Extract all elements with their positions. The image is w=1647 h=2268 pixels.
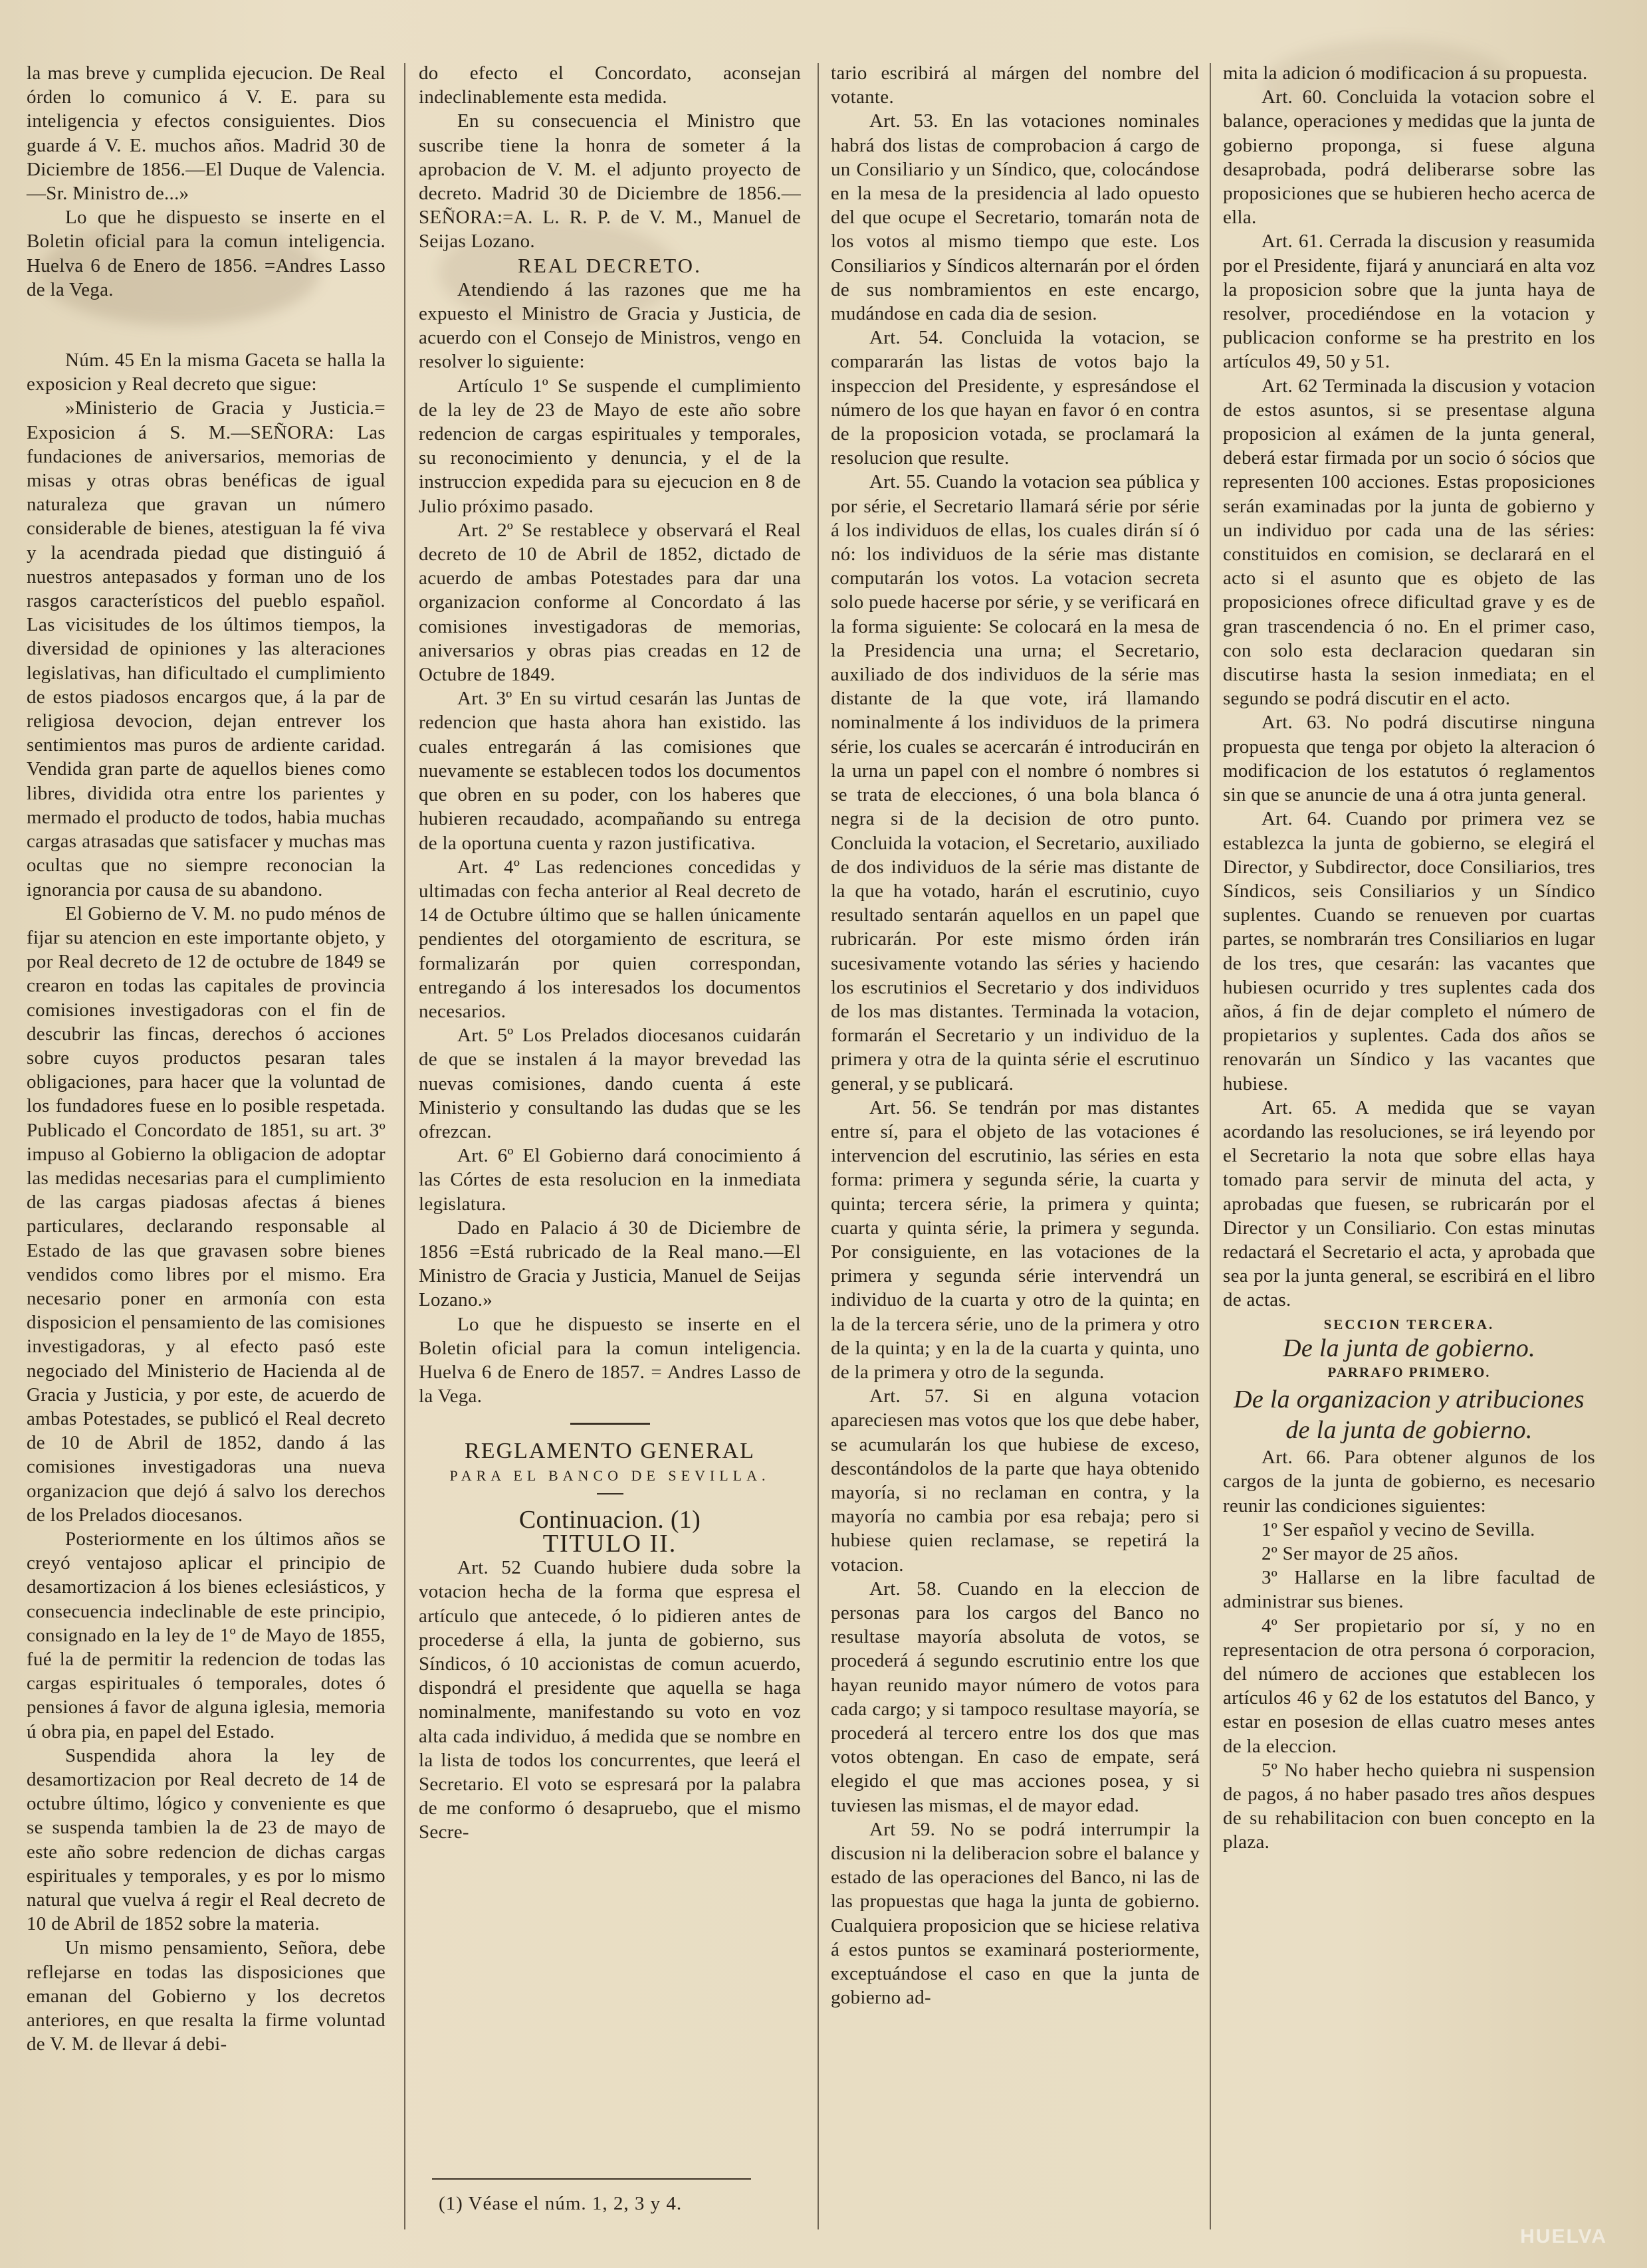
continuation-heading: Continuacion. (1) — [518, 1505, 701, 1534]
section-subheading: De la junta de gobierno. — [1283, 1334, 1535, 1362]
paragraph: Lo que he dispuesto se inserte en el Boletin oficial para la comun inteligencia. Huelva 6 de Enero de 1857. = Andres Lasso de la Vega. — [419, 1313, 801, 1407]
paragraph: Art 59. No se podrá interrumpir la discusion ni la deliberacion sobre el balance y estado de las operaciones del Banco, ni las de las propuestas que haga la junta de gobierno. Cualquiera proposicion que se hiciese relativa á estos puntos se examinará posteriormente, exceptuándose el caso en que la junta de gobierno ad- — [831, 1818, 1200, 2009]
paragraph: Art. 64. Cuando por primera vez se establezca la junta de gobierno, se elegirá el Director, y Subdirector, doce Consiliarios, tres Síndicos, seis Consiliarios y un Síndico suplentes. Cuando se renueven por cuartas partes, se nombrarán tres Consiliarios en lugar de los tres, que cesarán: las vacantes que hubiesen ocurrido y tres suplentes cada dos años, á fin de dejar completo el número de propietarios y suplentes. Cada dos años se renovarán un Síndico y las vacantes que hubiese. — [1223, 808, 1595, 1094]
archive-watermark: HUELVA — [1520, 2225, 1607, 2247]
paragraph: »Ministerio de Gracia y Justicia.= Exposicion á S. M.—SEÑORA: Las fundaciones de aniversarios, memorias de misas y otras obras benéficas de igual naturaleza que gravan un número considerable de bienes, atestiguan la fé viva y la acendrada piedad que distinguió á nuestros antepasados y forman uno de los rasgos característicos del pueblo español. Las vicisitudes de los últimos tiempos, la diversidad de opiniones y las alteraciones legislativas, han dificultado el cumplimiento de estos piadosos encargos que, á la par de religiosa devocion, dejan entrever los sentimientos mas puros de ardiente caridad. Vendida gran parte de aquellos bienes como libres, dividida otra entre los parientes y mermado el producto de todos, habia muchas cargas atrasadas que satisfacer y muchas mas ocultas que no siempre reconocian la ignorancia por causa de su abandono. — [27, 397, 385, 900]
paragraph: Posteriormente en los últimos años se creyó ventajoso aplicar el principio de desamortizacion á los bienes eclesiásticos, y consecuencia indeclinable de este principio, consignado en la ley de 1º de Mayo de 1855, fué la de permitir la redencion de todas las cargas espirituales ó temporales, dotes ó pensiones á favor de alguna iglesia, memoria ú obra pia, en papel del Estado. — [27, 1528, 385, 1742]
section-heading: REAL DECRETO. — [518, 253, 702, 277]
paragraph: 2º Ser mayor de 25 años. — [1262, 1542, 1459, 1564]
paragraph: Dado en Palacio á 30 de Diciembre de 1856 =Está rubricado de la Real mano.—El Ministro de Gracia y Justicia, Manuel de Seijas Lozano.» — [419, 1217, 801, 1311]
text-column-3 — [831, 61, 1200, 2010]
text-column-4 — [1223, 61, 1595, 1855]
column-divider — [1210, 63, 1211, 2229]
paragraph: Art. 3º En su virtud cesarán las Juntas de redencion que hasta ahora han existido. las cuales entregarán á las comisiones que nuevamente se establecen todos los documentos que obren en su poder, con los haberes que hubieren recaudado, acompañando su entrega de la oportuna cuenta y razon justificativa. — [419, 688, 801, 854]
paragraph: Art. 62 Terminada la discusion y votacion de estos asuntos, si se presentase alguna proposicion al exámen de la junta general, deberá estar firmada por un socio ó sócios que representen 100 acciones. Estas proposiciones serán examinadas por la junta de gobierno y un individuo por cada una de las séries: constituidos en comision, se declarará en el acto si el asunto que es objeto de las proposiciones ofrece dificultad grave y es de gran trascendencia ó no. En el primer caso, con solo esta declaracion quedaran sin discutirse hasta la sesion inmediata; en el segundo se podrá discutir en el acto. — [1223, 375, 1595, 710]
text-column-2 — [419, 61, 801, 1845]
paragraph: mita la adicion ó modificacion á su propuesta. — [1223, 62, 1588, 84]
paragraph: 1º Ser español y vecino de Sevilla. — [1262, 1518, 1535, 1540]
section-heading: SECCION TERCERA. — [1323, 1316, 1495, 1332]
text-column-1 — [27, 61, 385, 2056]
paragraph: Art. 6º El Gobierno dará conocimiento á las Córtes de esta resolucion en la inmediata legislatura. — [419, 1145, 801, 1215]
paragraph: El Gobierno de V. M. no pudo ménos de fijar su atencion en este importante objeto, y por Real decreto de 12 de octubre de 1849 se crearon en todas las capitales de provincia comisiones investigadoras con el fin de descubrir las fincas, derechos ó acciones sobre cuyos productos pesaran tales obligaciones, para hacer que la voluntad de los fundadores fuese en lo posible respetada. Publicado el Concordato de 1851, su art. 3º impuso al Gobierno la obligacion de adoptar las medidas necesarias para el cumplimiento de las cargas piadosas afectas á bienes particulares, declarando responsable al Estado de las que gravasen sobre bienes vendidos como libres por el mismo. Era necesario poner en armonía con esta disposicion el pensamiento de las comisiones investigadoras, y al efecto pasó este negociado del Ministerio de Hacienda al de Gracia y Justicia, y por este, de acuerdo de ambas Potestades, se publicó el Real decreto de 10 de Abril de 1852, dando á las comisiones investigadoras una nueva organizacion que dejó á salvo los derechos de los Prelados diocesanos. — [27, 902, 385, 1526]
paragraph: Art. 53. En las votaciones nominales habrá dos listas de comprobacion á cargo de un Consiliario y un Síndico, que, colocándose en la mesa de la presidencia al lado opuesto del que ocupe el Secretario, tomarán nota de los votos al mismo tiempo que este. Los Consiliarios y Síndicos alternarán por el órden de sus nombramientos en este encargo, mudándose en cada dia de sesion. — [831, 110, 1200, 325]
paragraph: 4º Ser propietario por sí, y no en representacion de otra persona ó corporacion, del número de acciones que establecen los artículos 46 y 62 de los estatutos del Banco, y estar en posesion de ellas cuatro meses antes de la eleccion. — [1223, 1615, 1595, 1757]
paragraph: Art. 57. Si en alguna votacion apareciesen mas votos que los que debe haber, se acumularán los que hubiese de exceso, descontándolos de la parte que haya obtenido mayoría, si no reclaman en contra, y la mayoría no cambia por esa rebaja; pero si hubiese quien reclamase, se repetirá la votacion. — [831, 1386, 1200, 1576]
paragraph: do efecto el Concordato, aconsejan indeclinablemente esta medida. — [419, 62, 801, 108]
section-subheading: PARA EL BANCO DE SEVILLA. — [449, 1467, 770, 1484]
paragraph: Art. 4º Las redenciones concedidas y ultimadas con fecha anterior al Real decreto de 14 de Octubre último que se hallen únicamente pendientes del otorgamiento de escritura, se formalizarán por quien correspondan, entregando á los interesados los documentos necesarios. — [419, 856, 801, 1022]
paragraph: Art. 65. A medida que se vayan acordando las resoluciones, se irá leyendo por el Secretario la nota que sobre ellas haya tomado para servir de minuta del acta, y aprobadas que fuesen, se rubricarán por el Director y un Consiliario. Con estas minutas redactará el Secretario el acta, y aprobada que sea por la junta general, se escribirá en el libro de actas. — [1223, 1096, 1595, 1311]
paragraph: Atendiendo á las razones que me ha expuesto el Ministro de Gracia y Justicia, de acuerdo con el Consejo de Ministros, vengo en resolver lo siguiente: — [419, 278, 801, 373]
paragraph-heading: PARRAFO PRIMERO. — [1327, 1364, 1491, 1380]
paragraph: Art. 2º Se restablece y observará el Real decreto de 10 de Abril de 1852, dictado de acuerdo de ambas Potestades para dar una organizacion conforme al Concordato á las comisiones investigadoras de memorias, aniversarios y obras pias creadas en 12 de Octubre de 1849. — [419, 519, 801, 686]
paragraph: tario escribirá al márgen del nombre del votante. — [831, 62, 1200, 108]
paragraph: Art. 54. Concluida la votacion, se compararán las listas de votos bajo la inspeccion del Presidente, y espresándose el número de los que hayan en favor ó en contra de la proposicion votada, se proclamará la resolucion que resulte. — [831, 327, 1200, 469]
paragraph: Art. 61. Cerrada la discusion y reasumida por el Presidente, fijará y anunciará en alta voz la proposicion sobre que la junta haya de resolver, procediéndose en la votacion y publicacion conforme se ha prestrito en los artículos 49, 50 y 51. — [1223, 231, 1595, 373]
paragraph: Artículo 1º Se suspende el cumplimiento de la ley de 23 de Mayo de este año sobre redencion de cargas espirituales y temporales, su reconocimiento y denuncia, y el de la instruccion expedida para su ejecucion en 8 de Julio próximo pasado. — [419, 375, 801, 517]
paragraph: Un mismo pensamiento, Señora, debe reflejarse en todas las disposiciones que emanan del Gobierno y los decretos anteriores, en que resalta la firme voluntad de V. M. de llevar á debi- — [27, 1937, 385, 2055]
paragraph: 3º Hallarse en la libre facultad de administrar sus bienes. — [1223, 1567, 1595, 1613]
paragraph: Art. 66. Para obtener algunos de los cargos de la junta de gobierno, es necesario reunir las condiciones siguientes: — [1223, 1447, 1595, 1516]
paragraph: la mas breve y cumplida ejecucion. De Real órden lo comunico á V. E. para su inteligencia y efectos consiguientes. Dios guarde á V. E. muchos años. Madrid 30 de Diciembre de 1856.—El Duque de Valencia.—Sr. Ministro de...» — [27, 62, 385, 205]
paragraph: Art. 52 Cuando hubiere duda sobre la votacion hecha de la forma que espresa el artículo que antecede, ó lo pidieren antes de procederse á ella, la junta de gobierno, sus Síndicos, ó 10 accionistas de comun acuerdo, dispondrá el presidente que aquella se haga nominalmente, manifestando su voto en voz alta cada individuo, á medida que se nombre en la lista de todos los concurrentes, que leerá el Secretario. El voto se espresará por la palabra de me conformo ó desapruebo, que el mismo Secre- — [419, 1557, 801, 1843]
paragraph: En su consecuencia el Ministro que suscribe tiene la honra de someter á la aprobacion de V. M. el adjunto proyecto de decreto. Madrid 30 de Diciembre de 1856.—SEÑORA:=A. L. R. P. de V. M., Manuel de Seijas Lozano. — [419, 110, 801, 253]
paragraph: Art. 60. Concluida la votacion sobre el balance, operaciones y medidas que la junta de gobierno proponga, si fuese alguna desaprobada, podrá deliberarse sobre las proposiciones que se hubieren hecho acerca de ella. — [1223, 86, 1595, 229]
separator-rule — [597, 1493, 623, 1495]
separator-rule — [570, 1423, 650, 1425]
paragraph: Suspendida ahora la ley de desamortizacion por Real decreto de 14 de octubre último, lógico y conveniente es que se suspenda tambien la de 23 de mayo de este año sobre redencion de dichas cargas espirituales y temporales, y es por lo mismo natural que vuelva á regir el Real decreto de 10 de Abril de 1852 sobre la materia. — [27, 1744, 385, 1935]
footnote: (1) Véase el núm. 1, 2, 3 y 4. — [439, 2193, 683, 2214]
section-heading: REGLAMENTO GENERAL — [465, 1439, 755, 1464]
title-heading: TITULO II. — [542, 1529, 677, 1558]
column-divider — [404, 63, 405, 2229]
paragraph: Art. 5º Los Prelados diocesanos cuidarán de que se instalen á la mayor brevedad las nuevas comisiones, dando cuenta á este Ministerio y consultando las dudas que se les ofrezcan. — [419, 1025, 801, 1142]
paragraph: Núm. 45 En la misma Gaceta se halla la exposicion y Real decreto que sigue: — [27, 350, 385, 395]
paragraph: Lo que he dispuesto se inserte en el Boletin oficial para la comun inteligencia. Huelva 6 de Enero de 1856. =Andres Lasso de la Vega. — [27, 207, 385, 300]
paragraph: Art. 58. Cuando en la eleccion de personas para los cargos del Banco no resultase mayoría absoluta de votos, se procederá á segundo escrutinio entre los que hayan reunido mayor número de votos para cada cargo; y si tampoco resultase mayoría, se procederá al tercero entre los dos que mas votos obtengan. En caso de empate, será elegido el que mas acciones posea, y si tuviesen las mismas, el de mayor edad. — [831, 1578, 1200, 1816]
column-divider — [818, 63, 819, 2229]
paragraph: Art. 63. No podrá discutirse ninguna propuesta que tenga por objeto la alteracion ó modificacion de los estatutos ó reglamentos sin que se anuncie de una á otra junta general. — [1223, 712, 1595, 806]
section-subheading: De la organizacion y atribuciones de la junta de gobierno. — [1234, 1386, 1585, 1445]
paragraph: 5º No haber hecho quiebra ni suspension de pagos, á no haber pasado tres años despues de su rehabilitacion con buen concepto en la plaza. — [1223, 1759, 1595, 1853]
paragraph: Art. 56. Se tendrán por mas distantes entre sí, para el objeto de las votaciones é intervencion del escrutinio, las séries en esta forma: primera y segunda série, la cuarta y quinta; tercera série, la primera y quinta; cuarta y quinta série, la primera y segunda. Por consiguiente, en las votaciones de la primera y segunda série intervendrá un individuo de la cuarta y otro de la quinta; en la de la tercera série, uno de la primera y otro de la quinta; y en la de la cuarta y quinta, uno de la primera y otro de la segunda. — [831, 1096, 1200, 1383]
paragraph: Art. 55. Cuando la votacion sea pública y por série, el Secretario llamará série por série á los individuos de ellas, los cuales dirán sí ó nó: los individuos de la série mas distante computarán los votos. La votacion secreta solo puede hacerse por série, y se verificará en la forma siguiente: Se colocará en la mesa de la Presidencia una urna; el Secretario, auxiliado de dos individuos de la série mas distante de la que vote, irá llamando nominalmente á los individuos de la primera série, los cuales se acercarán é introducirán en la urna un papel con el nombre ó nombres si se trata de elecciones, ó una bola blanca ó negra si de la decision de otro punto. Concluida la votacion, el Secretario, auxiliado de dos individuos de la série mas distante de la que ha votado, harán el escrutinio, cuyo resultado sentarán aquellos en un papel que rubricarán. Por este mismo órden irán sucesivamente votando las séries y haciendo los escrutinios el Secretario y dos individuos de los mas distantes. Terminada la votacion, formarán el Secretario y un individuo de la primera y otra de la quinta série el escrutinuo general, y se publicará. — [831, 471, 1200, 1094]
spacer — [27, 302, 385, 348]
footnote-rule — [432, 2178, 751, 2180]
